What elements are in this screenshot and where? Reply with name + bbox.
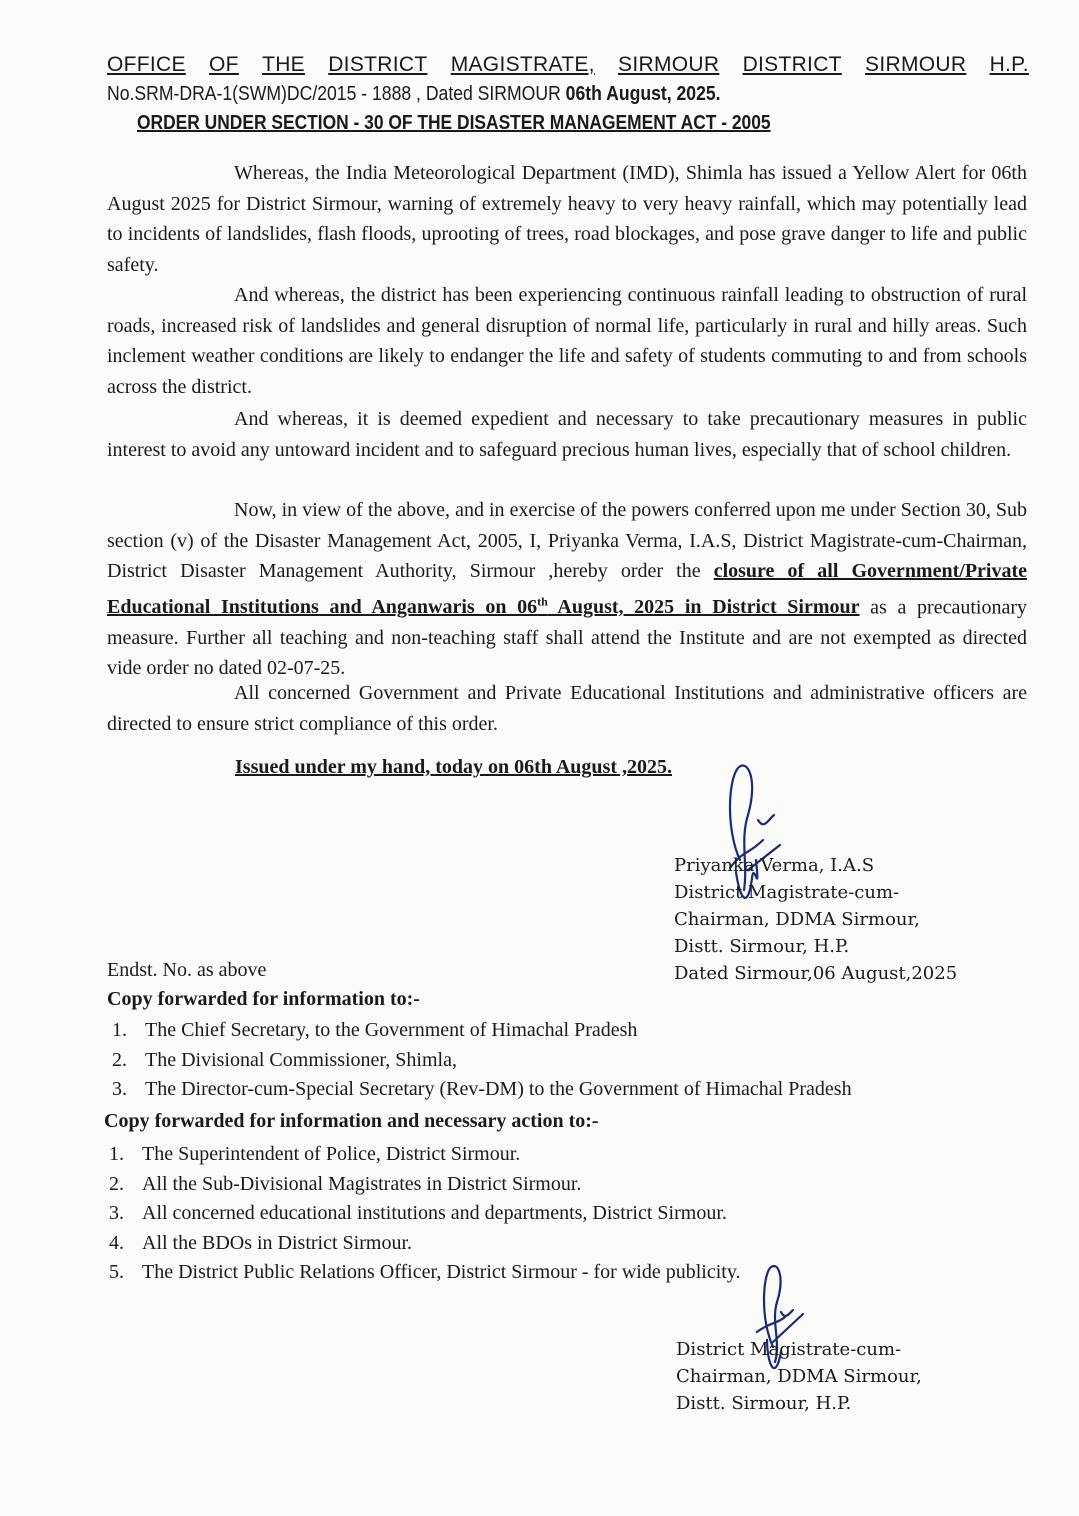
- list-number: 5.: [109, 1261, 124, 1283]
- signatory-block-2: [676, 1336, 922, 1417]
- signatory-location: Distt. Sirmour, H.P.: [674, 936, 850, 957]
- ordinal-suffix: th: [537, 594, 548, 609]
- list-number: 4.: [109, 1231, 124, 1254]
- reference-date: 06th August, 2025.: [565, 83, 721, 105]
- list-item: [107, 1046, 852, 1076]
- list-text: The District Public Relations Officer, District Sirmour - for wide publicity.: [142, 1261, 741, 1283]
- list-item: [104, 1258, 741, 1288]
- signatory-block: [674, 852, 957, 987]
- list-text: The Divisional Commissioner, Shimla,: [145, 1048, 457, 1071]
- signatory-designation: District Magistrate-cum-: [676, 1339, 902, 1360]
- list-text: All the BDOs in District Sirmour.: [142, 1231, 412, 1254]
- paragraph-compliance: All concerned Government and Private Educational Institutions and administrative officers are directed to ensure strict compliance of this order.: [107, 682, 1027, 735]
- list-number: 2.: [109, 1172, 124, 1195]
- heading-word: H.P.: [989, 53, 1029, 76]
- signatory-designation-2: Chairman, DDMA Sirmour,: [676, 1366, 922, 1387]
- list-text: The Chief Secretary, to the Government of Himachal Pradesh: [145, 1019, 638, 1041]
- closure-order-text: closure of all Government/Private Educational Institutions and Anganwaris on 06: [107, 560, 1028, 619]
- heading-word: DISTRICT: [742, 53, 842, 76]
- paragraph-order: [107, 495, 1027, 684]
- order-intro: Now, in view of the above, and in exercise of the powers conferred upon me under Section 30, Sub section (v) of the Disaster Management Act, 2005, I, Priyanka Verma, I.A.S, District Magistrate-cum-Chairman, District Disaster Management Authority, Sirmour ,hereby order the: [107, 499, 1027, 582]
- list-item: [104, 1199, 741, 1229]
- list-item: [104, 1140, 741, 1170]
- heading-word: OF: [209, 53, 239, 76]
- list-item: [104, 1229, 741, 1259]
- issued-statement: Issued under my hand, today on 06th August ,2025.: [235, 756, 672, 778]
- signatory-designation-2: Chairman, DDMA Sirmour,: [674, 909, 920, 930]
- signatory-date: Dated Sirmour,06 August,2025: [674, 963, 958, 984]
- list-number: 3.: [112, 1078, 127, 1100]
- heading-word: THE: [262, 53, 305, 76]
- list-text: The Superintendent of Police, District Sirmour.: [142, 1143, 521, 1165]
- heading-word: DISTRICT: [328, 53, 428, 76]
- paragraph-precaution: And whereas, it is deemed expedient and necessary to take precautionary measures in public interest to avoid any untoward incident and to safeguard precious human lives, especially that of school children.: [107, 408, 1027, 461]
- list-number: 2.: [112, 1048, 127, 1071]
- list-item: [107, 1075, 852, 1105]
- copy-info-list: [107, 1016, 852, 1105]
- list-number: 3.: [109, 1202, 124, 1224]
- copy-action-list: [104, 1140, 741, 1288]
- copy-action-heading: Copy forwarded for information and necessary action to:-: [104, 1110, 599, 1132]
- signatory-designation: District Magistrate-cum-: [674, 882, 900, 903]
- list-item: [104, 1170, 741, 1200]
- heading-word: OFFICE: [107, 53, 186, 76]
- signatory-name: Priyanka Verma, I.A.S: [674, 855, 875, 876]
- closure-order-text-b: August, 2025 in District Sirmour: [547, 596, 860, 619]
- order-rest: as a precautionary measure. Further all teaching and non-teaching staff shall attend the Institute and are not exempted as directed vide order no dated 02-07-25.: [107, 596, 1027, 680]
- list-number: 1.: [109, 1143, 124, 1165]
- heading-word: SIRMOUR: [618, 53, 720, 76]
- reference-number: [107, 83, 721, 106]
- copy-info-heading: Copy forwarded for information to:-: [107, 988, 420, 1010]
- heading-word: MAGISTRATE,: [450, 53, 595, 76]
- list-text: The Director-cum-Special Secretary (Rev-DM) to the Government of Himachal Pradesh: [145, 1078, 852, 1100]
- paragraph-rainfall: And whereas, the district has been experiencing continuous rainfall leading to obstruction of rural roads, increased risk of landslides and general disruption of normal life, particularly in rural and hilly areas. Such inclement weather conditions are likely to endanger the life and safety of students commuting to and from schools across the district.: [107, 284, 1027, 398]
- signatory-location: Distt. Sirmour, H.P.: [676, 1393, 852, 1414]
- paragraph-imd-alert: Whereas, the India Meteorological Department (IMD), Shimla has issued a Yellow Alert for 06th August 2025 for District Sirmour, warning of extremely heavy to very heavy rainfall, which may potentially lead to incidents of landslides, flash floods, uprooting of trees, road blockages, and pose grave danger to life and public safety.: [107, 162, 1027, 276]
- reference-prefix: No.SRM-DRA-1(SWM)DC/2015 - 1888 , Dated SIRMOUR: [107, 83, 566, 105]
- list-number: 1.: [112, 1019, 127, 1041]
- list-text: All concerned educational institutions and departments, District Sirmour.: [142, 1202, 727, 1224]
- heading-word: SIRMOUR: [865, 53, 967, 76]
- list-text: All the Sub-Divisional Magistrates in District Sirmour.: [142, 1172, 582, 1195]
- list-item: [107, 1016, 852, 1046]
- endorsement-number: Endst. No. as above: [107, 959, 267, 981]
- order-title: ORDER UNDER SECTION - 30 OF THE DISASTER MANAGEMENT ACT - 2005: [137, 112, 771, 134]
- office-heading: [107, 53, 1029, 77]
